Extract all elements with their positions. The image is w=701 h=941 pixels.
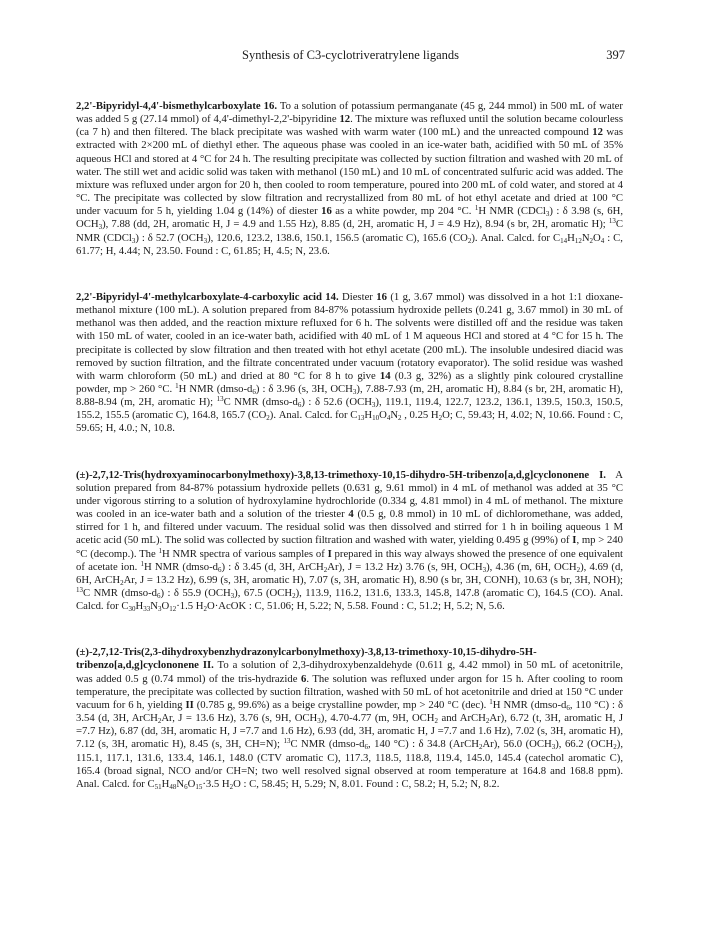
subscript: 30 (128, 605, 136, 614)
body-text: N (581, 231, 590, 244)
body-text: prepared in this way always showed the presence of one equivalent of acetate ion. (76, 547, 624, 573)
body-text: C NMR (dmso-d (290, 738, 365, 751)
body-text: ) : δ 52.7 (OCH (135, 231, 204, 244)
body-text: as a white powder, mp 204 °C. (331, 205, 475, 218)
subscript: 51 (154, 782, 162, 791)
superscript: 13 (216, 395, 224, 404)
superscript: 1 (140, 559, 144, 568)
body-text: ) : δ 3.45 (d, 3H, ArCH (221, 560, 324, 573)
body-text: , 0.25 H (401, 409, 439, 422)
subscript: 13 (357, 414, 365, 423)
subscript: 3 (98, 223, 103, 232)
body-text: Ar), J = 13.2 Hz) 3.76 (s, 9H, OCH (327, 560, 483, 573)
subscript: 6 (157, 592, 161, 600)
subscript: 6 (252, 387, 256, 396)
body-text: , 110 °C) : δ 3.54 (d, 3H, ArCH (76, 698, 623, 725)
body-text: ) : δ 3.96 (s, 3H, OCH (255, 382, 353, 395)
compound-reference: 16 (321, 205, 332, 218)
body-text: ), 120.6, 123.2, 138.6, 150.1, 156.5 (aromatic C), 165.6 (CO (207, 231, 468, 244)
subscript: 12 (574, 236, 582, 245)
subscript: 3 (545, 210, 550, 219)
procedure-paragraph (76, 100, 623, 258)
body-text: N (390, 409, 399, 422)
subscript: 2 (478, 743, 483, 752)
superscript: 1 (489, 697, 493, 706)
superscript: 1 (474, 204, 479, 213)
subscript: 3 (551, 743, 556, 752)
compound-heading: (±)-2,7,12-Tris(hydroxyaminocarbonylmethoxy)-3,8,13-trimethoxy-10,15-dihydro-5H-tribenzo[a,d,g]cyclononene I. (76, 468, 606, 481)
body-text: (0.785 g, 99.6%) as a beige crystalline powder, mp > 240 °C (dec). (193, 698, 490, 711)
body-text: . The solution was refluxed under argon for 15 h. After cooling to room temperature, the precipitate was collected by suction filtration, washed with 50 mL of hot acetonitrile and dried at 150 °C under vacuum for 6 h, yielding (76, 672, 624, 711)
body-text: O (593, 231, 601, 244)
body-text: ), 4.36 (m, 6H, OCH (486, 560, 577, 573)
subscript: 2 (292, 592, 296, 600)
body-text: H NMR (CDCl (478, 205, 546, 218)
body-text: C NMR (dmso-d (223, 396, 298, 409)
subscript: 2 (120, 578, 124, 587)
body-text: O (187, 777, 196, 790)
body-text: ). Anal. Calcd. for C (471, 231, 561, 244)
body-text: ) : δ 3.98 (s, 6H, OCH (76, 205, 624, 231)
body-text: N (176, 777, 185, 790)
subscript: 6 (566, 703, 570, 712)
compound-reference: 12 (339, 113, 351, 126)
body-text: was extracted with 2×200 mL of diethyl ether. The aqueous phase was cooled in an ice-water bath, acidified with 50 mL of 35% aqueous HCl and stored at 4 °C for 24 h. The resulting precipitate was collected by suction filtration and washed with 20 mL of water. The still wet and acidic solid was taken with methanol (150 mL) and 10 mL of concentrated sulfuric acid was added. The mixture was refluxed under argon for 20 h, then cooled to room temperature, poured into 200 mL of cold water, and stored at 4 °C. The precipitate was collected by slow filtration and recrystallized from 80 mL of hot ethyl acetate and dried at 100 °C under vacuum for 5 h, yielding 1.04 g (14%) of diester (76, 126, 623, 218)
body-text: (1 g, 3.67 mmol) was dissolved in a hot 1:1 dioxane-methanol mixture (100 mL). A solution prepared from 84-87% potassium hydroxide pellets (0.241 g, 3.67 mmol) in 30 mL of methanol was then added, and the reaction mixture refluxed for 6 h. The solvents were distilled off and the residue was taken with 150 mL of water, cooled in an ice-water bath, acidified with 40 mL of 1 M aqueous HCl and stored at 4 °C for 15 h. The precipitate is collected by slow filtration and then treated with hot ethyl acetate (200 mL). The insoluble undesired diacid was removed by suction filtration, and the filtrate concentrated under vacuum (rotatory evaporator). The solid residue was washed with warm chloroform (50 mL) and dried at 80 °C for 8 h to give (76, 290, 623, 382)
subscript: 33 (143, 605, 151, 614)
body-text: Ar, J = 13.6 Hz), 3.76 (s, 9H, OCH (161, 712, 318, 725)
body-text: ), 113.9, 116.2, 131.6, 133.3, 145.8, 147.8 (aromatic C), 164.5 (CO). Anal. Calcd. for C (76, 587, 624, 613)
subscript: 3 (131, 236, 136, 245)
body-text: ), 119.1, 119.4, 122.7, 123.2, 136.1, 139.5, 150.3, 150.5, 155.2, 155.5 (aromatic C), 164.8, 165.7 (CO (76, 396, 623, 422)
body-text: H (135, 600, 144, 613)
superscript: 13 (283, 737, 291, 746)
subscript: 4 (600, 236, 605, 245)
body-text: C NMR (dmso-d (83, 587, 157, 599)
subscript: 6 (184, 782, 188, 791)
body-text: ) : δ 52.6 (OCH (301, 396, 372, 409)
compound-reference: 4 (348, 508, 354, 521)
subscript: 2 (434, 717, 439, 726)
page-number: 397 (606, 48, 625, 62)
subscript: 6 (218, 565, 222, 574)
procedure-paragraph (76, 291, 623, 436)
body-text: ), 4.69 (d, 6H, ArCH (76, 560, 623, 586)
body-text: : C, 61.77; H, 4.44; N, 23.50. Found : C, 61.85; H, 4.5; N, 23.6. (76, 231, 623, 257)
body-text: C NMR (CDCl (76, 218, 623, 244)
compound-heading: 2,2'-Bipyridyl-4,4'-bismethylcarboxylate 16. (76, 100, 278, 112)
body-text: Diester (338, 290, 377, 303)
superscript: 1 (158, 546, 162, 555)
body-text: H (567, 231, 575, 244)
body-text: ), 7.88 (dd, 2H, aromatic H, J = 4.9 and 1.55 Hz), 8.85 (d, 2H, aromatic H, J = 4.9 Hz), 8.94 (s br, 2H, aromatic H); (102, 218, 609, 231)
subscript: 3 (203, 236, 208, 245)
body-text: , mp > 240 °C (decomp.). The (76, 534, 623, 560)
superscript: 13 (608, 217, 616, 226)
compound-reference: I (572, 534, 577, 547)
body-text: . The mixture was refluxed until the solution became colourless (ca 7 h) and then filtered. The black precipitate was washed with warm water (100 mL) and the unreacted compound (76, 113, 624, 139)
body-text: ) : δ 55.9 (OCH (160, 587, 231, 599)
compound-reference: II (185, 698, 194, 711)
subscript: 6 (364, 743, 368, 752)
compound-heading: (±)-2,7,12-Tris(2,3-dihydroxybenzhydrazonylcarbonylmethoxy)-3,8,13-trimethoxy-10,15-dihydro-5H-tribenzo[a,d,g]cyclononene II. (76, 646, 537, 672)
body-text: ), 4.70-4.77 (m, 9H, OCH (320, 712, 435, 725)
body-text: H (364, 409, 373, 422)
subscript: 2 (203, 605, 208, 614)
subscript: 3 (157, 605, 162, 614)
body-text: ·3.5 H (202, 777, 230, 790)
subscript: 2 (266, 414, 270, 423)
body-text: Ar, J = 13.2 Hz), 6.99 (s, 3H, aromatic H), 7.07 (s, 3H, aromatic H), 8.90 (s br, 3H, CONH), 10.63 (s br, 3H, NOH); (123, 573, 623, 586)
body-text: ), 66.2 (OCH (555, 738, 614, 751)
body-text: To a solution of 2,3-dihydroxybenzaldehyde (0.611 g, 4.42 mmol) in 50 mL of acetonitrile, was added 0.5 g (0.74 mmol) of the tris-hydrazide (76, 659, 623, 685)
compound-heading: 2,2'-Bipyridyl-4'-methylcarboxylate-4-carboxylic acid 14. (76, 290, 339, 303)
body-text: Ar), 56.0 (OCH (482, 738, 552, 751)
body-text: (0.5 g, 0.8 mmol) in 10 mL of dichloromethane, was added, stirred for 1 h, and filtered under vacuum. The residual solid was then dissolved and stirred for 1 h in boiling aqueous 1 M acetic acid (50 mL). The solid was collected by suction filtration and washed with water, yielding 0.495 g (99%) of (76, 508, 623, 547)
body-text: ), 67.5 (OCH (234, 587, 293, 599)
compound-reference: 14 (379, 369, 391, 382)
subscript: 6 (297, 401, 302, 410)
subscript: 2 (576, 565, 581, 574)
subscript: 2 (589, 236, 594, 245)
body-text: O (379, 409, 387, 422)
subscript: 2 (398, 414, 402, 423)
subscript: 14 (560, 236, 568, 245)
body-text: ), 7.88-7.93 (m, 2H, aromatic H), 8.84 (s br, 2H, aromatic H), 8.88-8.94 (m, 2H, aromatic H); (76, 382, 623, 409)
subscript: 2 (467, 236, 472, 245)
compound-reference: 6 (301, 672, 307, 685)
body-text: N (150, 600, 158, 613)
body-text: ). Anal. Calcd. for C (269, 409, 358, 422)
body-text: O; C, 59.43; H, 4.02; N, 10.66. Found : C, 59.65; H, 4.0.; N, 10.8. (76, 409, 623, 435)
body-text: ·1.5 H (176, 600, 204, 613)
body-text: (0.3 g, 32%) as a slightly pink coloured crystalline powder, mp > 260 °C. (76, 369, 623, 395)
subscript: 2 (613, 743, 617, 752)
body-text: O : C, 58.45; H, 5.29; N, 8.01. Found : C, 58.2; H, 5.2; N, 8.2. (233, 777, 500, 790)
subscript: 12 (169, 605, 177, 614)
subscript: 48 (169, 782, 177, 791)
body-text: O (161, 600, 170, 613)
compound-reference: 12 (592, 126, 603, 139)
subscript: 2 (485, 717, 490, 726)
body-text: A solution prepared from 84-87% potassium hydroxide pellets (0.631 g, 9.61 mmol) in 4 mL of methanol was added at 35 °C under vigorous stirring to a solution of hydroxylamine hydrochloride (0.334 g, 4.81 mmol) in 4 mL of methanol. The mixture was cooled in an ice-water bath and a solution of the triester (76, 468, 623, 521)
body-text: H NMR (dmso-d (492, 698, 567, 711)
body-text: ), 115.1, 117.1, 131.6, 133.4, 146.1, 148.0 (CTV aromatic C), 117.3, 118.5, 118.8, 119.4, 145.0, 145.4 (catechol aromatic C), 165.4 (broad signal, NCO and/or CH=N; two well resolved signal observed at room temperature at 164.8 and 168.8 ppm). Anal. Calcd. for C (76, 738, 623, 790)
subscript: 3 (317, 717, 321, 726)
body-text: H (161, 777, 170, 790)
body-text: To a solution of potassium permanganate (45 g, 244 mmol) in 500 mL of water was added 5 g (27.14 mmol) of 4,4'-dimethyl-2,2'-bipyridine (76, 100, 623, 126)
article-body (76, 100, 623, 824)
superscript: 1 (175, 381, 179, 390)
body-text: and ArCH (438, 712, 486, 725)
compound-reference: I (327, 547, 332, 560)
subscript: 2 (438, 414, 443, 423)
subscript: 10 (372, 414, 380, 423)
procedure-paragraph (76, 646, 623, 791)
subscript: 4 (386, 414, 391, 423)
body-text: O·AcOK : C, 51.06; H, 5.22; N, 5.58. Found : C, 51.2; H, 5.2; N, 5.6. (207, 600, 505, 613)
compound-reference: 16 (376, 290, 387, 303)
procedure-paragraph (76, 469, 623, 614)
body-text: H NMR (dmso-d (143, 560, 219, 573)
body-text: Ar), 6.72 (t, 3H, aromatic H, J =7.7 Hz), 6.87 (dd, 3H, aromatic H, J =7.7 and 1.6 Hz), 6.93 (dd, 3H, aromatic H, J =7.7 and 1.6 Hz), 7.02 (s, 3H, aromatic H), 7.12 (s, 3H, aromatic H), 8.45 (s, 3H, CH=N); (76, 712, 624, 751)
body-text: H NMR spectra of various samples of (162, 547, 328, 560)
subscript: 2 (323, 565, 328, 574)
subscript: 15 (195, 782, 203, 791)
running-header (76, 48, 625, 66)
subscript: 3 (230, 592, 235, 600)
superscript: 13 (76, 586, 83, 594)
subscript: 2 (229, 782, 234, 791)
subscript: 3 (352, 387, 357, 396)
body-text: H NMR (dmso-d (178, 382, 253, 395)
subscript: 2 (157, 717, 162, 726)
running-title: Synthesis of C3-cyclotriveratrylene ligands (242, 48, 459, 62)
body-text: , 140 °C) : δ 34.8 (ArCH (368, 738, 479, 751)
subscript: 3 (482, 565, 487, 574)
subscript: 3 (371, 401, 376, 410)
